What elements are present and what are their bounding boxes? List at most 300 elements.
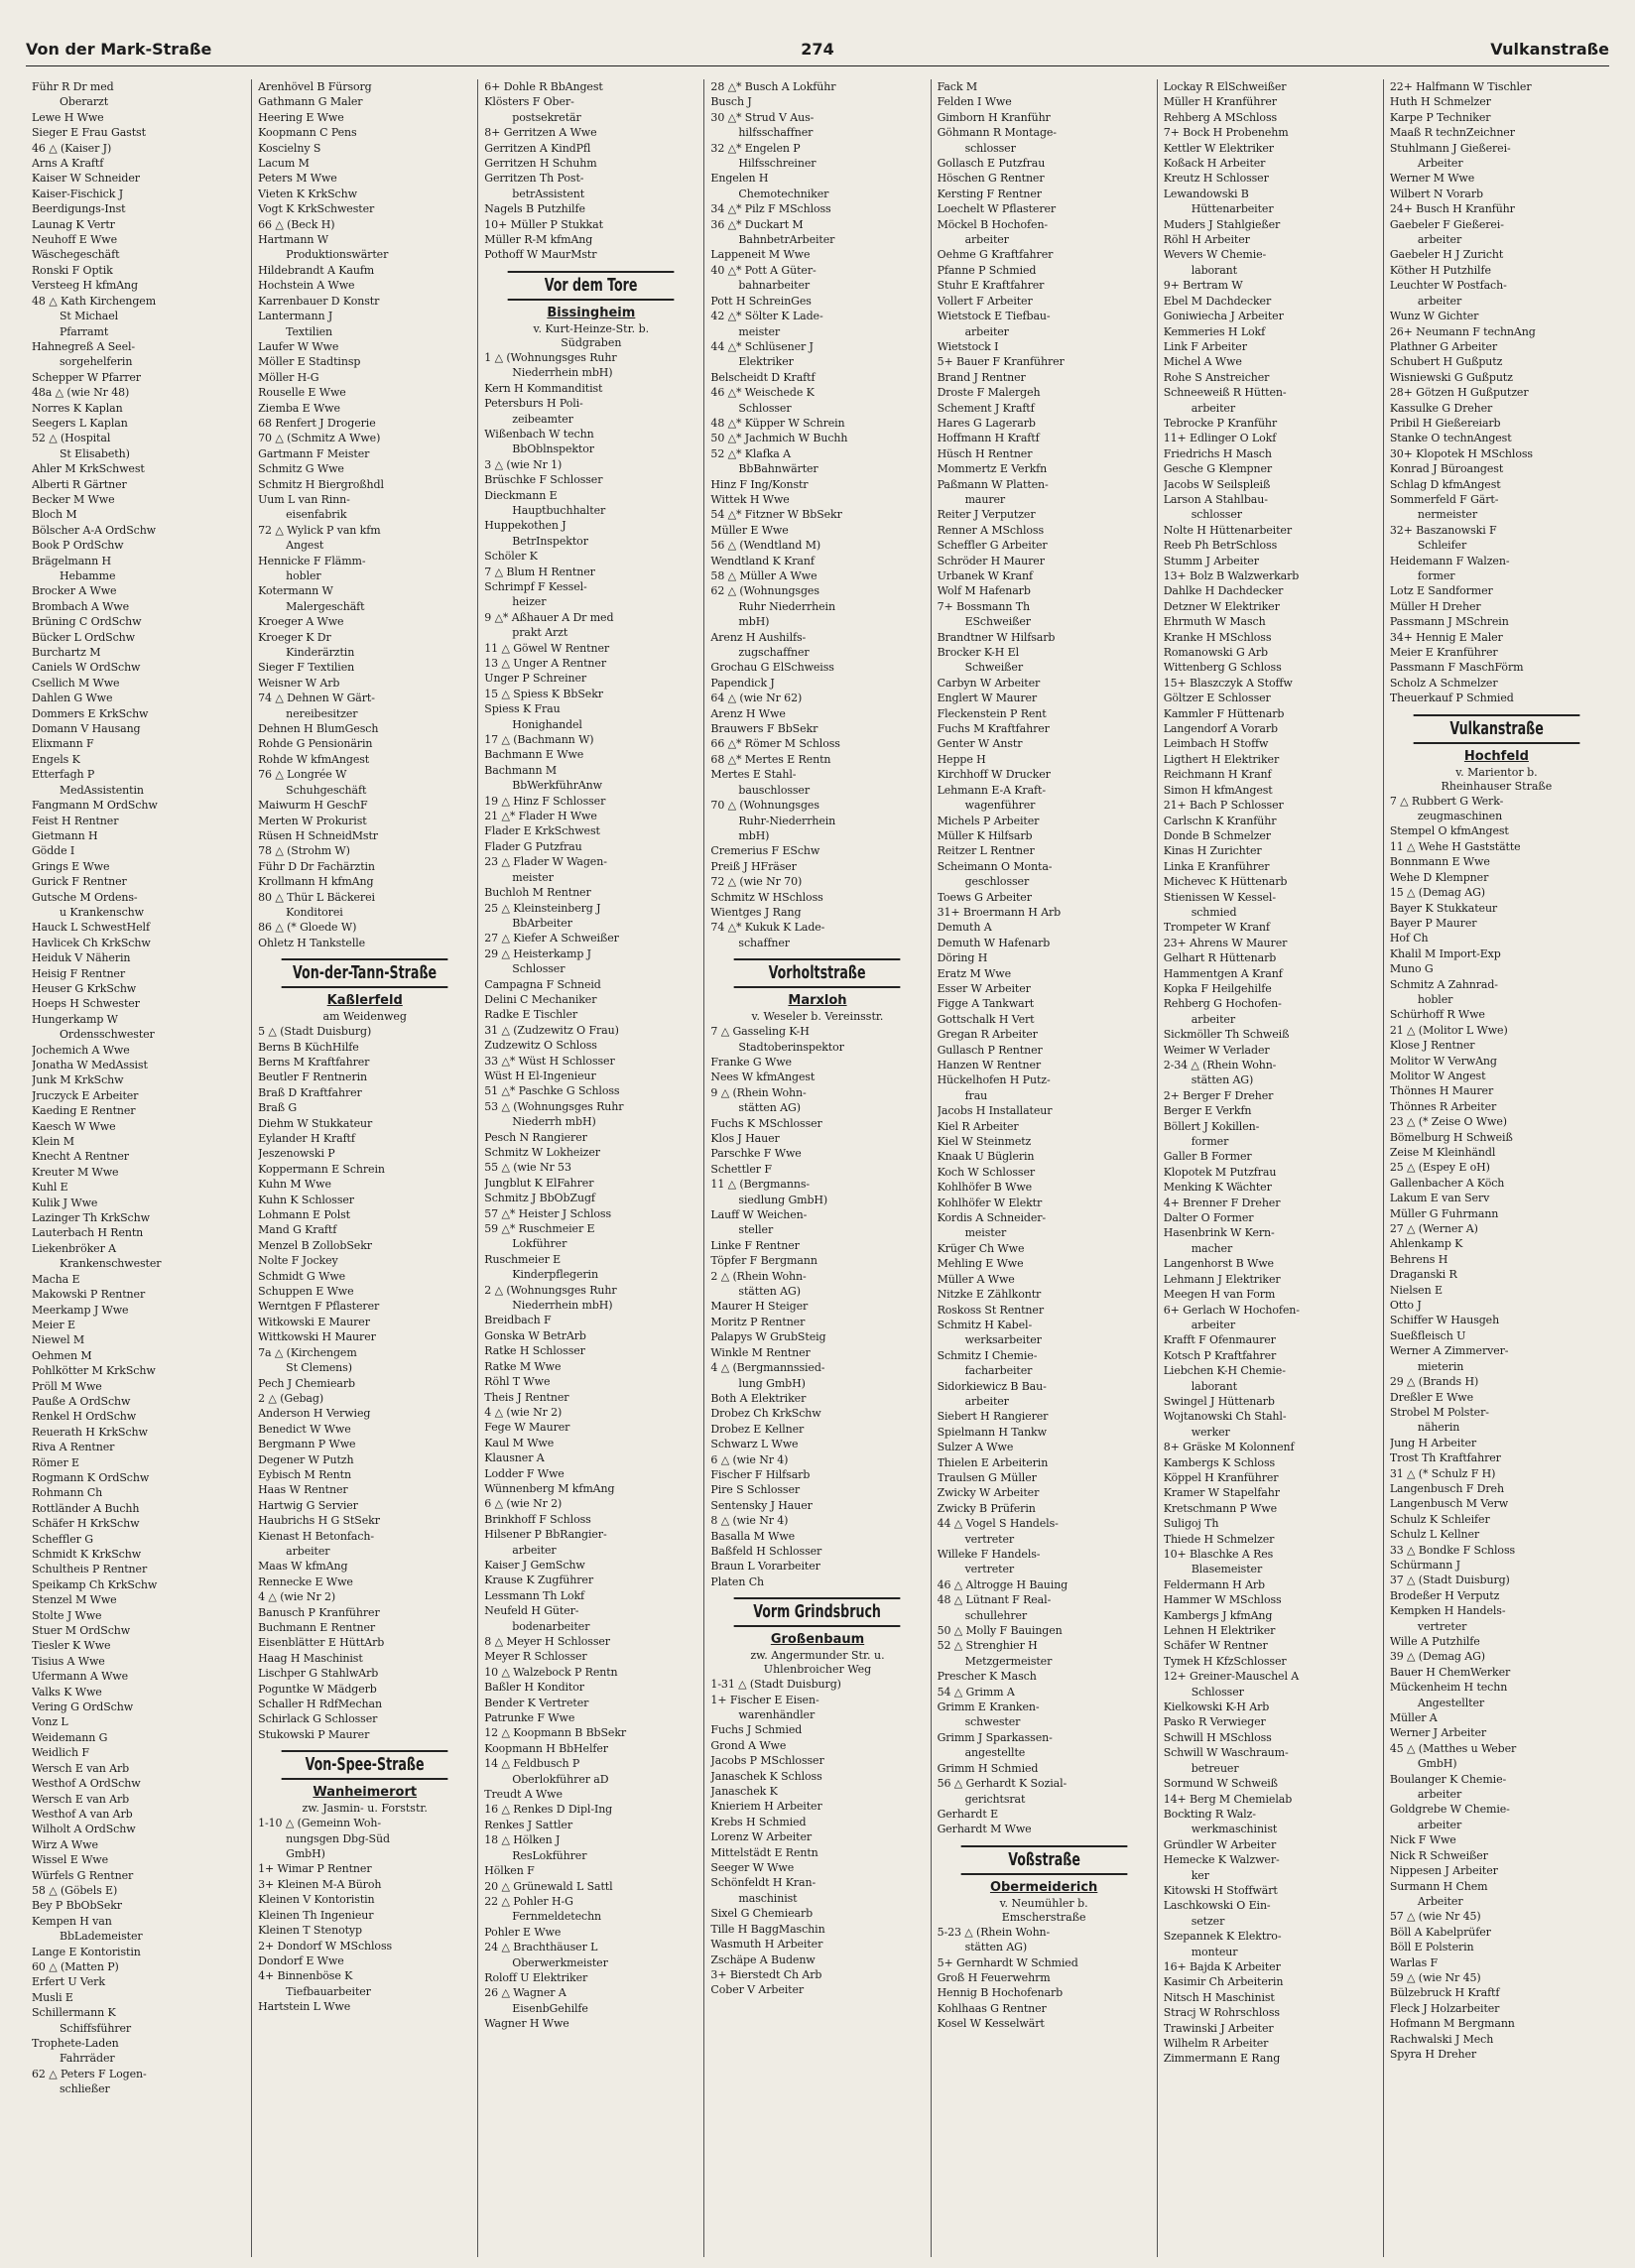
directory-entry: 8 △ (wie Nr 4) [710, 1514, 789, 1528]
directory-entry: Molitor W Angest [1389, 1069, 1486, 1082]
entry-continuation: Produktionswärter [286, 248, 389, 262]
entry-continuation: facharbeiter [964, 1364, 1033, 1378]
directory-entry: Ufermann A Wwe [32, 1670, 129, 1684]
directory-entry: Weimer W Verlader [1163, 1043, 1270, 1057]
street-heading: Vor dem Tore [508, 271, 675, 301]
directory-entry: 72 △ (wie Nr 70) [710, 875, 803, 889]
directory-entry: Ahler M KrkSchwest [32, 462, 145, 476]
directory-entry: 6+ Dohle R BbAngest [484, 80, 603, 93]
directory-entry: 24+ Busch H Kranführ [1389, 202, 1515, 216]
directory-entry: Neuhoff E Wwe [32, 233, 118, 247]
directory-entry: Janaschek K [710, 1785, 778, 1799]
entry-continuation: Lokführer [512, 1237, 567, 1251]
directory-entry: 4 △ (Bergmannssied- [710, 1361, 825, 1375]
directory-entry: Stumm J Arbeiter [1163, 554, 1259, 567]
directory-entry: Rouselle E Wwe [258, 386, 346, 400]
directory-entry: Dalter O Former [1163, 1211, 1254, 1225]
directory-entry: 31 △ (* Schulz F H) [1389, 1466, 1496, 1480]
directory-entry: Lohmann E Polst [258, 1208, 350, 1222]
directory-entry: Otto J [1389, 1299, 1422, 1313]
directory-entry: Wünnenberg M kfmAng [484, 1481, 615, 1495]
entry-continuation: Blasemeister [1191, 1563, 1263, 1576]
directory-entry: Hasenbrink W Kern- [1163, 1226, 1275, 1240]
directory-entry: Anderson H Verwieg [258, 1407, 371, 1421]
directory-entry: Zschäpe A Budenw [710, 1953, 816, 1966]
directory-entry: Kiel W Steinmetz [937, 1135, 1032, 1149]
directory-entry: Reuerath H KrkSchw [32, 1425, 148, 1439]
directory-entry: Röhl H Arbeiter [1163, 233, 1250, 247]
entry-continuation: meister [738, 324, 781, 338]
directory-entry: Wäschegeschäft [32, 248, 120, 262]
directory-entry: 5+ Bauer F Kranführer [937, 355, 1065, 369]
directory-entry: 2 △ (Gebag) [258, 1391, 324, 1405]
directory-entry: Kopka F Heilgehilfe [1163, 981, 1272, 995]
page-number: 274 [801, 40, 834, 59]
directory-entry: Kuhn M Wwe [258, 1178, 331, 1192]
directory-entry: Leimbach H Stoffw [1163, 737, 1269, 751]
directory-entry: Krüger Ch Wwe [937, 1241, 1025, 1255]
directory-entry: 26 △ Wagner A [484, 1986, 566, 2000]
directory-entry: 2-34 △ (Rhein Wohn- [1163, 1059, 1277, 1071]
directory-entry: Kassulke G Dreher [1389, 401, 1493, 415]
directory-entry: Lehmann E-A Kraft- [937, 783, 1046, 797]
directory-entry: Huth H Schmelzer [1389, 95, 1491, 109]
directory-entry: Stuhlmann J Gießerei- [1389, 141, 1511, 155]
entry-continuation: schaffner [738, 936, 790, 949]
directory-entry: Scheimann O Monta- [937, 859, 1053, 873]
directory-entry: 23 △ (* Zeise O Wwe) [1389, 1115, 1507, 1129]
directory-entry: Muno G [1389, 962, 1434, 976]
directory-entry: Thielen E Arbeiterin [937, 1455, 1049, 1469]
entry-continuation: zeibeamter [512, 412, 573, 426]
directory-entry: Berger E Verkfn [1163, 1104, 1252, 1118]
entry-continuation: BetrInspektor [512, 534, 588, 548]
directory-entry: Müller G Fuhrmann [1389, 1206, 1499, 1220]
directory-entry: Stuer M OrdSchw [32, 1624, 131, 1638]
directory-entry: Thiede H Schmelzer [1163, 1532, 1275, 1546]
directory-entry: Wasmuth H Arbeiter [710, 1938, 823, 1952]
entry-continuation: Oberwerkmeister [512, 1955, 608, 1969]
entry-continuation: arbeiter [964, 233, 1009, 247]
directory-entry: Zeise M Kleinhändl [1389, 1146, 1496, 1159]
directory-entry: Grimm H Schmied [937, 1761, 1039, 1775]
entry-continuation: BbLademeister [60, 1930, 143, 1944]
entry-continuation: Angestellter [1417, 1696, 1485, 1709]
entry-continuation: Metzgermeister [964, 1654, 1053, 1668]
directory-entry: Bey P BbObSekr [32, 1899, 122, 1913]
entry-continuation: Konditorei [286, 905, 343, 919]
directory-entry: Sixel G Chemiearb [710, 1907, 814, 1921]
directory-entry: 10+ Blaschke A Res [1163, 1548, 1274, 1561]
directory-entry: 11 △ (Bergmanns- [710, 1178, 810, 1192]
directory-entry: Lewe H Wwe [32, 110, 104, 124]
directory-entry: Gutsche M Ordens- [32, 890, 138, 904]
directory-entry: Westhof A van Arb [32, 1807, 133, 1821]
directory-entry: Liebchen K-H Chemie- [1163, 1364, 1286, 1378]
directory-entry: 46 △ Altrogge H Bauing [937, 1577, 1069, 1591]
directory-entry: Belscheidt D Kraftf [710, 370, 816, 384]
directory-entry: Pech J Chemiearb [258, 1376, 355, 1390]
entry-continuation: werkmaschinist [1191, 1823, 1278, 1836]
directory-entry: Kaiser J GemSchw [484, 1558, 585, 1572]
directory-entry: Degener W Putzh [258, 1452, 354, 1466]
directory-entry: Neufeld H Güter- [484, 1604, 579, 1618]
directory-entry: Nielsen E [1389, 1283, 1443, 1297]
directory-entry: Becker M Wwe [32, 492, 115, 506]
directory-entry: Macha E [32, 1272, 80, 1286]
directory-entry: Cremerius F ESchw [710, 844, 820, 858]
directory-entry: Kempen H van [32, 1914, 112, 1928]
directory-entry: Heppe H [937, 752, 986, 766]
directory-entry: 3+ Bierstedt Ch Arb [710, 1967, 822, 1981]
directory-entry: Tisius A Wwe [32, 1654, 105, 1668]
directory-entry: Alberti R Gärtner [32, 477, 127, 491]
directory-entry: 51 △* Paschke G Schloss [484, 1084, 620, 1098]
directory-entry: 4+ Brenner F Dreher [1163, 1196, 1281, 1209]
directory-entry: Eisenblätter E HüttArb [258, 1636, 385, 1650]
directory-entry: 16+ Bajda K Arbeiter [1163, 1959, 1281, 1973]
directory-entry: Schmitz I Chemie- [937, 1348, 1038, 1362]
directory-entry: Jruczyck E Arbeiter [32, 1088, 139, 1102]
directory-entry: Pesch N Rangierer [484, 1130, 587, 1144]
directory-entry: Zudzewitz O Schloss [484, 1039, 597, 1053]
directory-entry: Lange E Kontoristin [32, 1945, 141, 1958]
directory-entry: Erfert U Verk [32, 1975, 105, 1989]
directory-entry: Scheffler G [32, 1532, 93, 1546]
directory-entry: Höschen G Rentner [937, 172, 1045, 186]
column-5 [931, 79, 1157, 2257]
directory-entry: 31 △ (Zudzewitz O Frau) [484, 1023, 619, 1037]
directory-entry: 48 △ Lütnant F Real- [937, 1593, 1052, 1607]
directory-entry: Braun L Vorarbeiter [710, 1560, 820, 1574]
directory-entry: Domann V Hausang [32, 722, 141, 736]
directory-entry: Kielkowski K-H Arb [1163, 1701, 1270, 1714]
directory-entry: Junk M KrkSchw [32, 1073, 124, 1087]
directory-entry: Spielmann H Tankw [937, 1425, 1047, 1439]
directory-entry: 5 △ (Stadt Duisburg) [258, 1025, 372, 1039]
directory-entry: 13+ Bolz B Walzwerkarb [1163, 569, 1300, 582]
directory-entry: Döring H [937, 951, 988, 965]
directory-entry: Hahnegreß A Seel- [32, 339, 136, 353]
directory-entry: 86 △ (* Gloede W) [258, 921, 357, 935]
entry-continuation: näherin [1417, 1421, 1460, 1435]
directory-entry: Kroeger A Wwe [258, 615, 344, 629]
entry-continuation: arbeiter [1417, 233, 1462, 247]
directory-entry: 21+ Bach P Schlosser [1163, 799, 1284, 813]
directory-entry: Detzner W Elektriker [1163, 599, 1280, 613]
directory-entry: Wersch E van Arb [32, 1792, 130, 1806]
directory-entry: 70 △ (Wohnungsges [710, 799, 819, 813]
directory-entry: Hoeps H Schwester [32, 997, 140, 1011]
directory-entry: 7 △ Blum H Rentner [484, 565, 595, 578]
directory-entry: Müller A Wwe [937, 1272, 1015, 1286]
entry-continuation: St Michael [60, 310, 119, 323]
directory-entry: Koscielny S [258, 141, 321, 155]
directory-entry: Werner A Zimmerver- [1389, 1344, 1509, 1358]
entry-continuation: Ruhr Niederrhein [738, 599, 835, 613]
directory-entry: Wendtland K Kranf [710, 554, 815, 567]
directory-entry: Hüsch H Rentner [937, 446, 1033, 460]
entry-continuation: Textilien [286, 324, 333, 338]
entry-continuation: stätten AG) [964, 1941, 1028, 1954]
entry-continuation: angestellte [964, 1746, 1026, 1760]
directory-entry: Schmitz J BbObZugf [484, 1192, 595, 1205]
directory-entry: Kohlhaas G Rentner [937, 2001, 1047, 2015]
directory-entry: Klos J Hauer [710, 1132, 780, 1145]
directory-entry: Strobel M Polster- [1389, 1405, 1489, 1419]
directory-entry: Hofmann M Bergmann [1389, 2017, 1515, 2031]
directory-entry: Sueßfleisch U [1389, 1328, 1466, 1342]
directory-entry: 9+ Bertram W [1163, 279, 1243, 293]
directory-entry: Traulsen G Müller [937, 1470, 1037, 1484]
entry-continuation: Schuhgeschäft [286, 783, 367, 797]
directory-entry: Wittek H Wwe [710, 492, 790, 506]
directory-entry: Schmitz H Kabel- [937, 1318, 1033, 1331]
directory-entry: Sidorkiewicz B Bau- [937, 1379, 1047, 1393]
directory-entry: 48a △ (wie Nr 48) [32, 386, 130, 400]
directory-entry: Dehnen H BlumGesch [258, 722, 379, 736]
directory-entry: 24 △ Brachthäuser L [484, 1941, 598, 1954]
directory-entry: Kuhn K Schlosser [258, 1193, 354, 1206]
directory-entry: Jacobs P MSchlosser [710, 1754, 824, 1768]
directory-entry: Böll E Polsterin [1389, 1941, 1474, 1954]
entry-continuation: Hebamme [60, 569, 116, 582]
directory-entry: Flader G Putzfrau [484, 839, 582, 853]
directory-entry: Müller A [1389, 1711, 1438, 1725]
directory-entry: Eylander H Kraftf [258, 1132, 355, 1145]
directory-entry: 44 △* Schlüsener J [710, 339, 814, 353]
directory-entry: Meerkamp J Wwe [32, 1303, 129, 1317]
directory-entry: Zwicky B Prüferin [937, 1501, 1036, 1515]
directory-entry: Gelhart R Hüttenarb [1163, 951, 1277, 965]
directory-entry: Sulzer A Wwe [937, 1441, 1014, 1454]
directory-entry: Bücker L OrdSchw [32, 630, 135, 644]
directory-entry: Kretschmann P Wwe [1163, 1501, 1278, 1515]
directory-entry: Bachmann M [484, 763, 558, 777]
directory-entry: 23+ Ahrens W Maurer [1163, 936, 1288, 949]
entry-continuation: Schlosser [1191, 1685, 1244, 1699]
directory-entry: Lauterbach H Rentn [32, 1226, 144, 1240]
directory-entry: Kosel W Kesselwärt [937, 2017, 1045, 2031]
entry-continuation: meister [512, 870, 554, 884]
directory-entry: Benedict W Wwe [258, 1422, 351, 1436]
entry-continuation: Ordensschwester [60, 1028, 155, 1042]
directory-entry: 40 △* Pott A Güter- [710, 263, 817, 277]
entry-continuation: arbeiter [1191, 401, 1235, 415]
district-name: Kaßlerfeld [326, 993, 403, 1009]
directory-entry: Gartmann F Meister [258, 446, 370, 460]
directory-entry: 20 △ Grünewald L Sattl [484, 1879, 613, 1893]
entry-continuation: Malergeschäft [286, 599, 365, 613]
directory-entry: Göhmann R Montage- [937, 126, 1057, 140]
directory-entry: Goniwiecha J Arbeiter [1163, 310, 1284, 323]
directory-entry: Jonatha W MedAssist [32, 1059, 148, 1071]
directory-entry: Haubrichs H G StSekr [258, 1514, 380, 1528]
directory-entry: 48 △ Kath Kirchengem [32, 294, 157, 308]
directory-entry: 46 △* Weischede K [710, 386, 815, 400]
directory-entry: Krafft F Ofenmaurer [1163, 1333, 1276, 1347]
directory-entry: 62 △ Peters F Logen- [32, 2067, 147, 2080]
directory-entry: 15+ Blaszczyk A Stoffw [1163, 676, 1293, 690]
directory-entry: Havlicek Ch KrkSchw [32, 936, 151, 949]
directory-entry: Rohde W kfmAngest [258, 752, 370, 766]
directory-entry: Renkes J Sattler [484, 1818, 573, 1831]
directory-entry: Brauwers F BbSekr [710, 722, 818, 736]
directory-entry: Werner M Wwe [1389, 172, 1475, 186]
entry-continuation: schlosser [1191, 508, 1242, 522]
directory-entry: 1+ Wimar P Rentner [258, 1862, 372, 1876]
entry-continuation: schlosser [964, 141, 1016, 155]
directory-entry: Simon H kfmAngest [1163, 783, 1273, 797]
directory-entry: Schuppen E Wwe [258, 1285, 354, 1299]
directory-entry: Schäfer H KrkSchw [32, 1517, 140, 1531]
directory-entry: Baßler H Konditor [484, 1681, 584, 1695]
entry-continuation: former [1191, 1135, 1229, 1149]
directory-entry: 3+ Kleinen M-A Büroh [258, 1877, 382, 1891]
directory-entry: Fack M [937, 80, 977, 93]
directory-entry: Kammler F Hüttenarb [1163, 706, 1285, 720]
directory-entry: 74 △ Dehnen W Gärt- [258, 692, 375, 705]
directory-entry: 34 △* Pilz F MSchloss [710, 202, 831, 216]
directory-entry: Warlas F [1389, 1955, 1439, 1969]
directory-entry: Tebrocke P Kranführ [1163, 416, 1278, 430]
directory-entry: Schneeweiß R Hütten- [1163, 386, 1287, 400]
entry-continuation: Schleifer [1417, 539, 1467, 553]
directory-entry: Jungblut K ElFahrer [484, 1176, 594, 1190]
directory-entry: Jochemich A Wwe [32, 1043, 130, 1057]
directory-entry: Gurick F Rentner [32, 875, 127, 889]
directory-entry: Oehme G Kraftfahrer [937, 248, 1054, 262]
directory-entry: Gallenbacher A Köch [1389, 1176, 1505, 1190]
directory-entry: Pauße A OrdSchw [32, 1394, 131, 1408]
entry-continuation: Chemotechniker [738, 187, 829, 200]
directory-entry: Möckel B Hochofen- [937, 217, 1049, 231]
directory-entry: Nitzke E Zählkontr [937, 1288, 1042, 1302]
directory-entry: Cober V Arbeiter [710, 1983, 805, 1997]
directory-entry: 42 △* Sölter K Lade- [710, 310, 823, 323]
directory-entry: Papendick J [710, 676, 775, 690]
directory-entry: Kranke H MSchloss [1163, 630, 1272, 644]
directory-entry: Nitsch H Maschinist [1163, 1990, 1275, 2004]
directory-entry: 53 △ (Wohnungsges Ruhr [484, 1099, 624, 1113]
entry-continuation: Ruhr-Niederrhein [738, 814, 836, 827]
directory-entry: Szepannek K Elektro- [1163, 1930, 1282, 1944]
directory-entry: Heiduk V Näherin [32, 951, 131, 965]
entry-continuation: laborant [1191, 1379, 1237, 1393]
entry-continuation: sorgehelferin [60, 355, 133, 369]
street-extent: zw. Angermunder Str. u. [750, 1649, 885, 1663]
directory-entry: Weisner W Arb [258, 676, 340, 690]
directory-entry: Busch J [710, 95, 752, 109]
directory-entry: 57 △ (wie Nr 45) [1389, 1910, 1481, 1924]
directory-entry: Koch W Schlosser [937, 1165, 1036, 1179]
directory-entry: Wille A Putzhilfe [1389, 1635, 1480, 1648]
directory-entry: Witkowski E Maurer [258, 1315, 370, 1328]
directory-entry: Scholz A Schmelzer [1389, 676, 1498, 690]
directory-entry: 15 △ Spiess K BbSekr [484, 687, 603, 700]
directory-entry: Linke F Rentner [710, 1238, 800, 1252]
directory-entry: Führ D Dr Fachärztin [258, 859, 375, 873]
entry-continuation: maurer [964, 492, 1006, 506]
directory-entry: Platen Ch [710, 1575, 765, 1588]
directory-entry: 21 △* Flader H Wwe [484, 810, 597, 823]
directory-entry: 12+ Greiner-Mauschel A [1163, 1670, 1300, 1684]
directory-entry: Khalil M Import-Exp [1389, 946, 1501, 960]
directory-entry: Stracj W Rohrschloss [1163, 2006, 1280, 2020]
directory-entry: Hammentgen A Kranf [1163, 966, 1283, 980]
directory-entry: Stuhr E Kraftfahrer [937, 279, 1045, 293]
directory-entry: Kreuter M Wwe [32, 1165, 119, 1179]
directory-entry: Berns M Kraftfahrer [258, 1055, 370, 1069]
directory-entry: Friedrichs H Masch [1163, 446, 1272, 460]
entry-continuation: werker [1191, 1425, 1230, 1439]
directory-entry: Kohlhöfer W Elektr [937, 1196, 1043, 1209]
directory-entry: Karrenbauer D Konstr [258, 294, 380, 308]
directory-entry: Boulanger K Chemie- [1389, 1772, 1507, 1786]
directory-entry: Wittkowski H Maurer [258, 1330, 376, 1344]
entry-continuation: vertreter [964, 1563, 1015, 1576]
directory-entry: Werntgen F Pflasterer [258, 1300, 380, 1314]
directory-entry: Schiffer W Hausgeh [1389, 1314, 1500, 1327]
directory-entry: Speikamp Ch KrkSchw [32, 1577, 158, 1591]
directory-entry: Petersburs H Poli- [484, 397, 583, 411]
directory-entry: Pohlkötter M KrkSchw [32, 1364, 156, 1378]
directory-entry: Meegen H van Form [1163, 1288, 1276, 1302]
directory-entry: 50 △ Molly F Bauingen [937, 1624, 1063, 1638]
directory-entry: Wietstock I [937, 339, 999, 353]
directory-entry: 1 △ (Wohnungsges Ruhr [484, 350, 617, 364]
directory-entry: Böll A Kabelprüfer [1389, 1925, 1491, 1939]
directory-entry: Hanzen W Rentner [937, 1059, 1042, 1071]
directory-entry: Draganski R [1389, 1268, 1457, 1282]
directory-entry: Droste F Malergeh [937, 386, 1041, 400]
directory-entry: Romanowski G Arb [1163, 646, 1268, 660]
directory-entry: Merten W Prokurist [258, 814, 367, 827]
directory-entry: Thönnes H Maurer [1389, 1084, 1494, 1098]
entry-continuation: Hilfsschreiner [738, 157, 817, 171]
directory-entry: 1-31 △ (Stadt Duisburg) [710, 1678, 841, 1692]
directory-entry: 39 △ (Demag AG) [1389, 1650, 1485, 1664]
directory-entry: Hungerkamp W [32, 1012, 118, 1026]
directory-entry: Langenbusch F Dreh [1389, 1481, 1504, 1495]
directory-entry: Schillermann K [32, 2006, 116, 2020]
directory-entry: Wüst H El-Ingenieur [484, 1069, 596, 1082]
directory-entry: Eybisch M Rentn [258, 1467, 351, 1481]
directory-entry: Kirchhoff W Drucker [937, 768, 1051, 782]
directory-entry: Dondorf E Wwe [258, 1953, 344, 1967]
directory-entry: Krause K Zugführer [484, 1574, 594, 1587]
directory-entry: Flader E KrkSchwest [484, 824, 600, 838]
directory-entry: Toews G Arbeiter [937, 890, 1032, 904]
directory-entry: Reitzer L Rentner [937, 844, 1035, 858]
directory-entry: Trophete-Laden [32, 2037, 119, 2050]
directory-entry: Kreutz H Schlosser [1163, 172, 1269, 186]
directory-entry: Gietmann H [32, 828, 98, 842]
directory-entry: Stukowski P Maurer [258, 1727, 370, 1741]
directory-entry: Schönfeldt H Kran- [710, 1876, 817, 1890]
directory-entry: Schepper W Pfarrer [32, 370, 141, 384]
entry-continuation: Tiefbauarbeiter [286, 1984, 371, 1998]
entry-continuation: werksarbeiter [964, 1333, 1042, 1347]
directory-entry: Töpfer F Bergmann [710, 1254, 818, 1268]
entry-continuation: lung GmbH) [738, 1376, 806, 1390]
entry-continuation: St Elisabeth) [60, 446, 130, 460]
directory-entry: Wojtanowski Ch Stahl- [1163, 1410, 1287, 1424]
directory-entry: Schwill W Waschraum- [1163, 1746, 1289, 1760]
street-extent: v. Kurt-Heinze-Str. b. [533, 321, 650, 335]
directory-entry: Demuth W Hafenarb [937, 936, 1051, 949]
directory-entry: Haas W Rentner [258, 1483, 348, 1497]
